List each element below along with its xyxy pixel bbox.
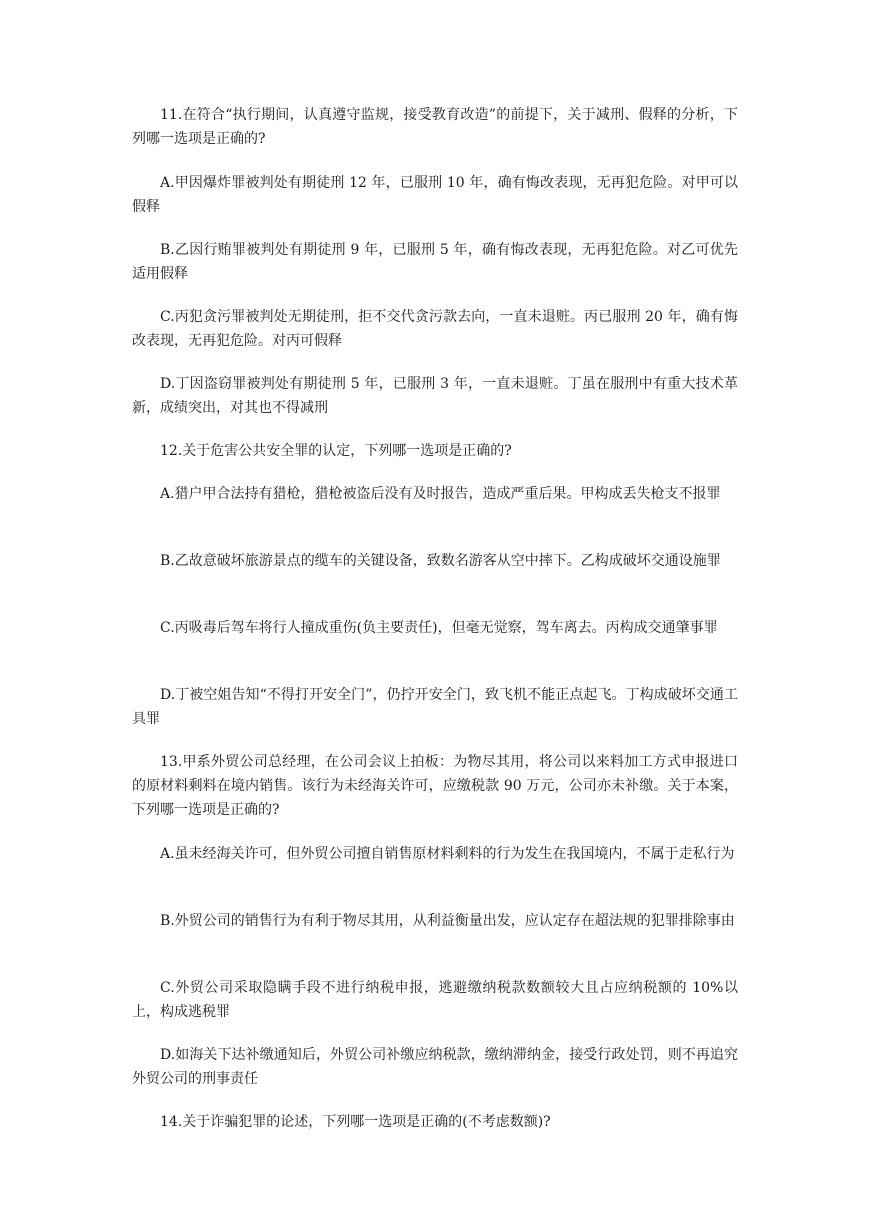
question-12-option-d: D.丁被空姐告知“不得打开安全门”，仍拧开安全门，致飞机不能正点起飞。丁构成破坏交通工具罪 bbox=[132, 687, 738, 727]
question-13-stem: 13.甲系外贸公司总经理，在公司会议上拍板：为物尽其用，将公司以来料加工方式申报进口的原材料剩料在境内销售。该行为未经海关许可，应缴税款 90 万元，公司亦未补缴。关于本案，下列哪一选项是正确的? bbox=[132, 754, 738, 818]
question-11-option-d: D.丁因盗窃罪被判处有期徒刑 5 年，已服刑 3 年，一直未退赃。丁虽在服刑中有重大技术革新，成绩突出，对其也不得减刑 bbox=[132, 376, 738, 416]
question-12-option-a: A.猎户甲合法持有猎枪，猎枪被盗后没有及时报告，造成严重后果。甲构成丢失枪支不报罪 bbox=[160, 486, 721, 502]
question-14-stem: 14.关于诈骗犯罪的论述，下列哪一选项是正确的(不考虑数额)? bbox=[160, 1114, 551, 1130]
question-11-option-c: C.丙犯贪污罪被判处无期徒刑，拒不交代贪污款去向，一直未退赃。丙已服刑 20 年，确有悔改表现，无再犯危险。对丙可假释 bbox=[132, 309, 738, 349]
question-13-option-d: D.如海关下达补缴通知后，外贸公司补缴应纳税款，缴纳滞纳金，接受行政处罚，则不再追究外贸公司的刑事责任 bbox=[132, 1047, 738, 1087]
question-11-option-b: B.乙因行贿罪被判处有期徒刑 9 年，已服刑 5 年，确有悔改表现，无再犯危险。对乙可优先适用假释 bbox=[132, 242, 738, 282]
question-13-option-b: B.外贸公司的销售行为有利于物尽其用，从利益衡量出发，应认定存在超法规的犯罪排除事由 bbox=[160, 913, 735, 929]
question-12-option-c: C.丙吸毒后驾车将行人撞成重伤(负主要责任)，但毫无觉察，驾车离去。丙构成交通肇事罪 bbox=[160, 620, 718, 636]
question-11-stem: 11.在符合“执行期间，认真遵守监规，接受教育改造”的前提下，关于减刑、假释的分析，下列哪一选项是正确的? bbox=[132, 107, 738, 147]
question-13-option-c: C.外贸公司采取隐瞒手段不进行纳税申报，逃避缴纳税款数额较大且占应纳税额的 10%以上，构成逃税罪 bbox=[132, 980, 738, 1020]
question-11-option-a: A.甲因爆炸罪被判处有期徒刑 12 年，已服刑 10 年，确有悔改表现，无再犯危险。对甲可以假释 bbox=[132, 175, 738, 215]
question-13-option-a: A.虽未经海关许可，但外贸公司擅自销售原材料剩料的行为发生在我国境内，不属于走私行为 bbox=[160, 846, 735, 862]
question-12-option-b: B.乙故意破坏旅游景点的缆车的关键设备，致数名游客从空中摔下。乙构成破坏交通设施罪 bbox=[160, 553, 721, 569]
question-12-stem: 12.关于危害公共安全罪的认定，下列哪一选项是正确的? bbox=[160, 443, 512, 459]
